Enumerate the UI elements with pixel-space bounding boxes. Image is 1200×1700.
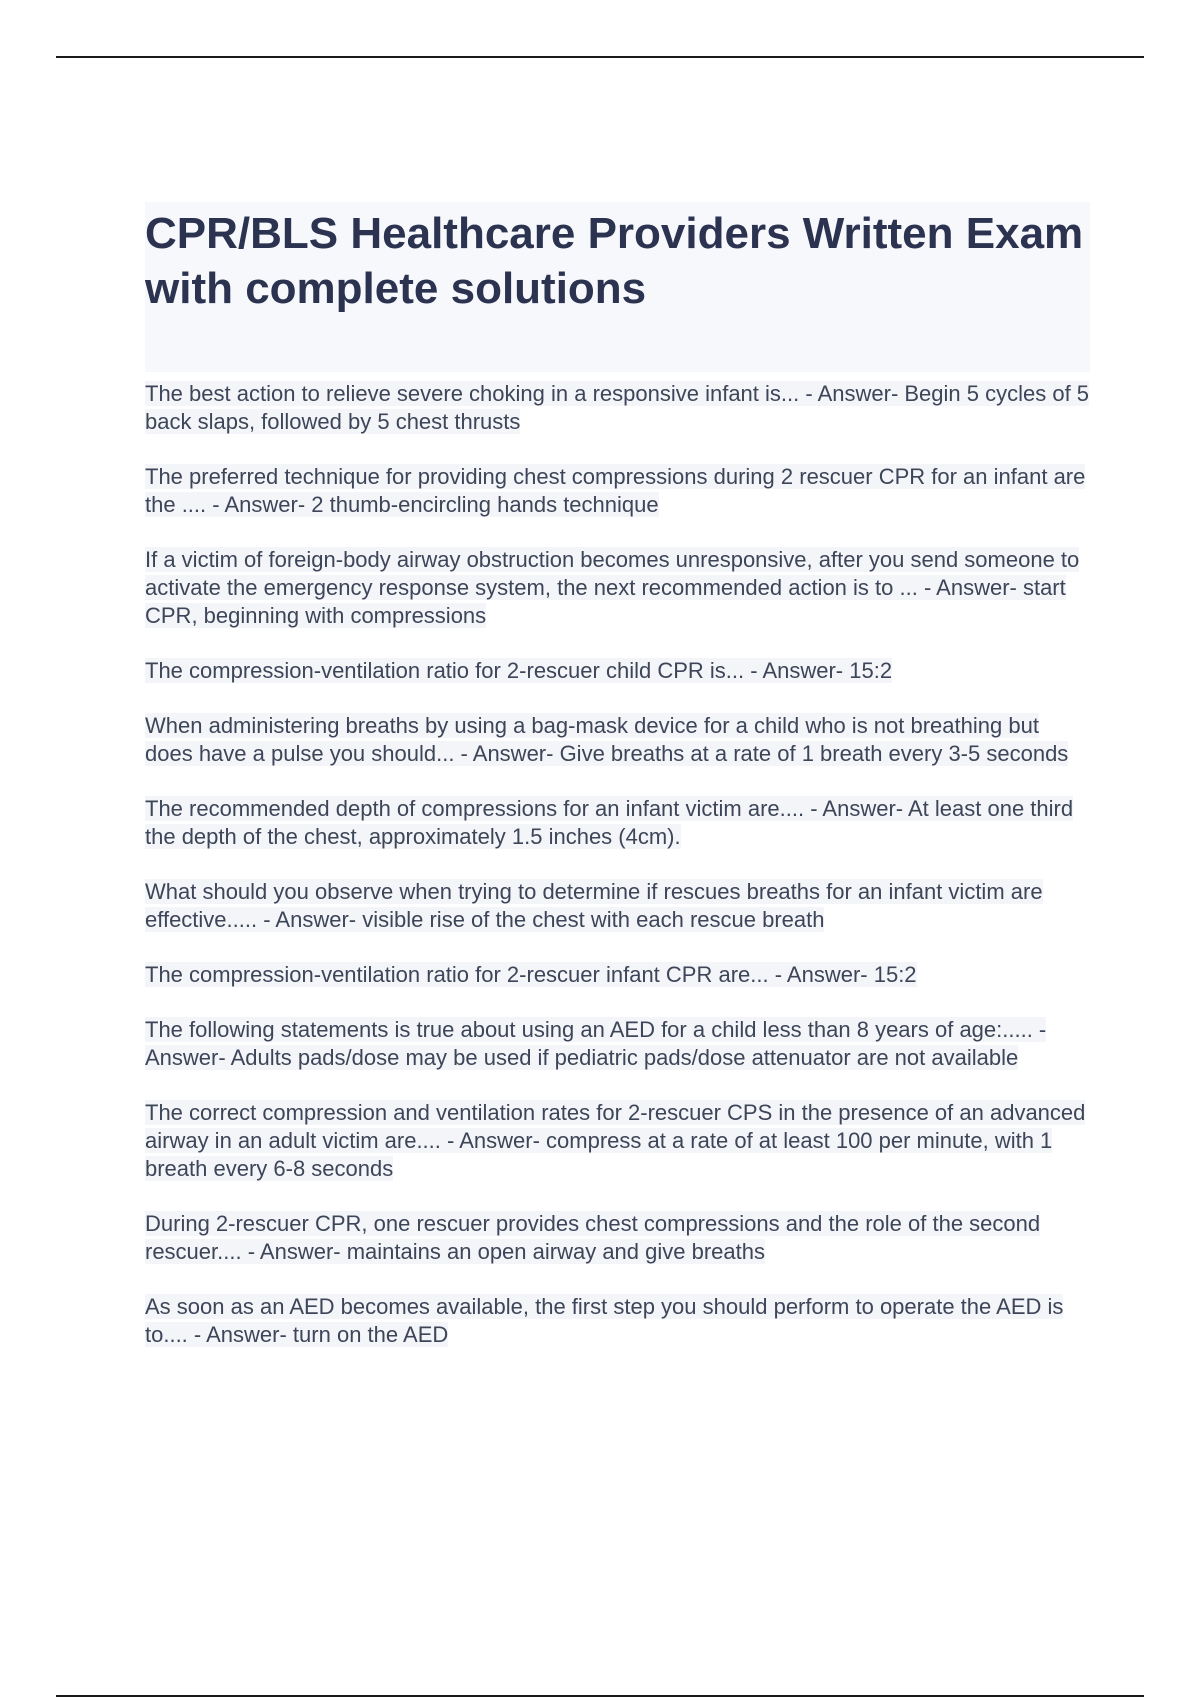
qa-text: If a victim of foreign-body airway obstruction becomes unresponsive, after you send someone to activate the emergency response system, the next recommended action is to ... - Answer- start CPR, beginning with compressions (145, 547, 1080, 628)
qa-text: When administering breaths by using a bag-mask device for a child who is not breathing but does have a pulse you should... - Answer- Give breaths at a rate of 1 breath every 3-5 seconds (145, 713, 1069, 766)
top-divider (56, 56, 1144, 58)
qa-item (145, 1293, 1090, 1349)
qa-item (145, 878, 1090, 934)
qa-item (145, 795, 1090, 851)
qa-text: The best action to relieve severe choking in a responsive infant is... - Answer- Begin 5 cycles of 5 back slaps, followed by 5 chest thrusts (145, 381, 1090, 434)
qa-text: As soon as an AED becomes available, the first step you should perform to operate the AED is to.... - Answer- turn on the AED (145, 1294, 1064, 1347)
document-title: CPR/BLS Healthcare Providers Written Exam with complete solutions (145, 209, 1084, 313)
qa-item (145, 380, 1090, 436)
qa-text: The correct compression and ventilation rates for 2-rescuer CPS in the presence of an advanced airway in an adult victim are.... - Answer- compress at a rate of at least 100 per minute, with 1 breath every 6-8 seconds (145, 1100, 1086, 1181)
qa-item (145, 546, 1090, 630)
qa-text: The preferred technique for providing chest compressions during 2 rescuer CPR for an infant are the .... - Answer- 2 thumb-encircling hands technique (145, 464, 1086, 517)
qa-text: The compression-ventilation ratio for 2-rescuer infant CPR are... - Answer- 15:2 (145, 962, 917, 987)
qa-text: The recommended depth of compressions for an infant victim are.... - Answer- At least one third the depth of the chest, approximately 1.5 inches (4cm). (145, 796, 1074, 849)
qa-item (145, 712, 1090, 768)
qa-item (145, 961, 1090, 989)
qa-item (145, 463, 1090, 519)
qa-text: What should you observe when trying to determine if rescues breaths for an infant victim are effective..... - Answer- visible rise of the chest with each rescue breath (145, 879, 1043, 932)
qa-text: During 2-rescuer CPR, one rescuer provides chest compressions and the role of the second rescuer.... - Answer- maintains an open airway and give breaths (145, 1211, 1041, 1264)
document-body (145, 202, 1090, 1376)
qa-item (145, 657, 1090, 685)
bottom-divider (56, 1695, 1144, 1697)
qa-item (145, 1210, 1090, 1266)
qa-text: The following statements is true about using an AED for a child less than 8 years of age:..... - Answer- Adults pads/dose may be used if pediatric pads/dose attenuator are not available (145, 1017, 1047, 1070)
qa-item (145, 1099, 1090, 1183)
title-block (145, 202, 1090, 372)
qa-text: The compression-ventilation ratio for 2-rescuer child CPR is... - Answer- 15:2 (145, 658, 893, 683)
qa-item (145, 1016, 1090, 1072)
qa-list (145, 380, 1090, 1349)
